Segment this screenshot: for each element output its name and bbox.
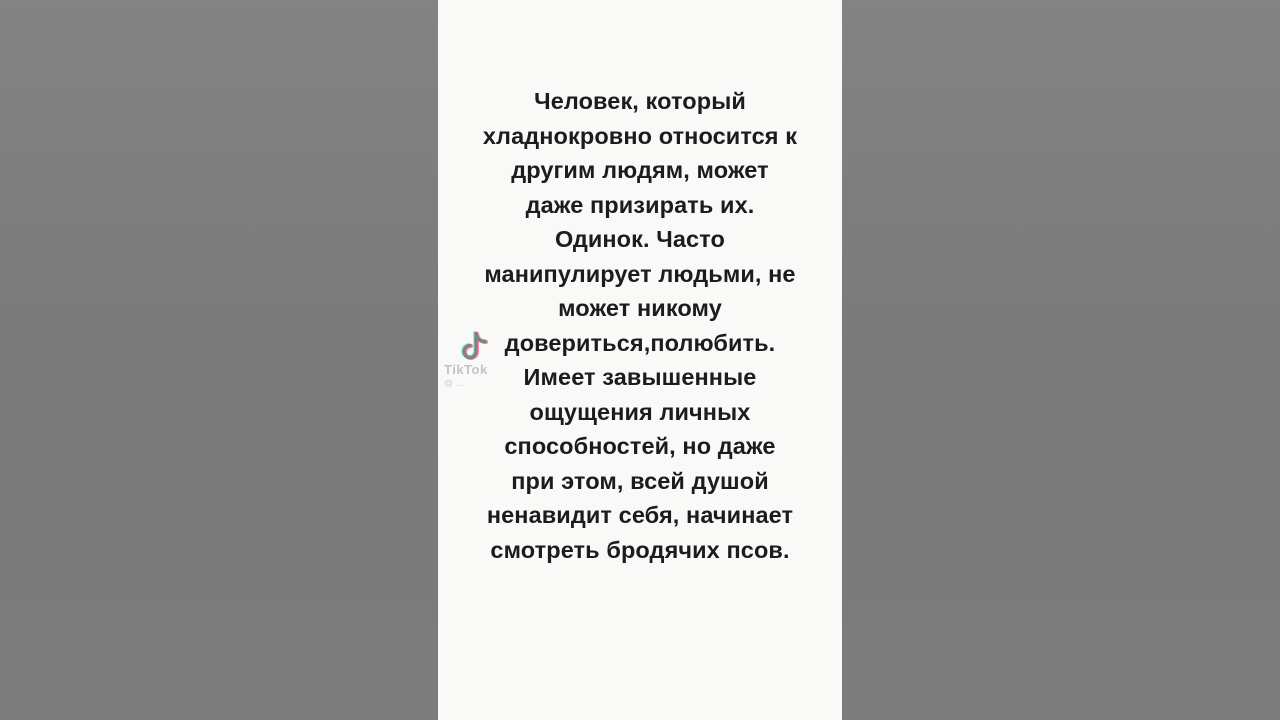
caption-line: Имеет завышенные [523,364,757,390]
video-frame[interactable] [438,0,842,720]
caption-line: манипулирует людьми, не [484,260,796,287]
caption-line: смотреть бродячих псов. [490,536,790,563]
caption-line: даже призирать их. [525,191,755,218]
caption-line: может никому [558,295,722,321]
right-blur-background [842,0,1280,720]
tiktok-username: @ ... [444,378,464,388]
caption-line: Одинок. Часто [555,226,725,252]
tiktok-logo-icon [454,328,494,364]
caption-line: хладнокровно относится к [482,122,798,149]
caption-line: другим людям, может [511,157,769,183]
tiktok-brand-label: TikTok [444,362,488,377]
caption-line: Человек, который [534,88,746,114]
caption-line: при этом, всей душой [511,467,769,494]
tiktok-watermark [444,328,564,398]
caption-text [438,84,842,567]
caption-line: ощущения личных [529,398,751,425]
caption-line: способностей, но даже [504,433,776,459]
caption-line: ненавидит себя, начинает [486,502,794,528]
left-blur-background [0,0,438,720]
caption-line: довериться,полюбить. [504,329,776,356]
